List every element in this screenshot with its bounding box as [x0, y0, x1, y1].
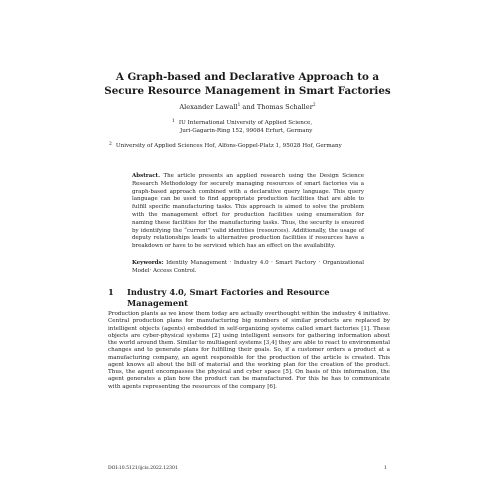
abstract [132, 173, 364, 251]
section-heading [108, 287, 388, 308]
abstract-text: The article presents an applied research using the Design Science Research Methodology for securely managing resources of smart factories via a graph-based approach combined with a declarative query language. This query language can be used to find appropriate production facilities that are able to fulfill specific manufacturing tasks. This approach is aimed to solve the problem with the management effort for production facilities using enumeration for naming these facilities for the manufacturing tasks. Thus, the security is ensured by identifying the “current” valid identities (resources). Additionally, the usage of deputy relationships leads to alternative production facilities if resources have a breakdown or have to be serviced which has an effect on the availability. [132, 173, 364, 250]
affiliation-2-text: University of Applied Sciences Hof, Alfons-Goppel-Platz 1, 95028 Hof, Germany [115, 143, 342, 149]
title-line-1: A Graph-based and Declarative Approach to a [115, 71, 380, 83]
affiliation-1 [172, 118, 372, 135]
keywords-label: Keywords: [132, 260, 164, 266]
page-number: 1 [384, 466, 387, 471]
affiliation-1-line-2: Juri-Gagarin-Ring 152, 99084 Erfurt, Germany [180, 127, 313, 134]
body-paragraph: Production plants as we know them today are actually overthought within the industry 4 initiative. Central production plans for manufacturing big numbers of similar products are replaced by intelligent objects (agents) embedded in self-organizing systems called smart factories [1]. These objects are cyber-physical systems [2] using intelligent sensors for gathering information about the world around them. Similar to multiagent systems [3,4] they are able to react to environmental changes and to generate plans for fulfilling their goals. So, if a customer orders a product at a manufacturing company, an agent responsible for the production of the article is created. This agent knows all about the bill of material and the working plan for the creation of the product. Thus, the agent encompasses the physical and cyber space [5]. On basis of this information, the agent generates a plan how the product can be manufactured. For this he has to communicate with agents representing the resources of the company [6]. [108, 311, 390, 390]
keywords [132, 260, 364, 276]
footer-doi: DOI:10.5121/ijcis.2022.12301 [108, 466, 178, 471]
keywords-text: Identity Management · Industry 4.0 · Smart Factory · Organizational Model· Access Control. [132, 260, 364, 274]
author-line [60, 103, 435, 112]
abstract-label: Abstract. [132, 173, 161, 179]
affiliation-1-number: 1 [172, 119, 175, 124]
paper-title [60, 70, 435, 98]
affiliation-1-line-1: IU International University of Applied Science, [178, 120, 313, 126]
section-number: 1 [108, 287, 114, 297]
author-2-affiliation-mark: 2 [312, 102, 316, 108]
author-2: Thomas Schaller [256, 103, 313, 111]
author-1: Alexander Lawall [179, 103, 238, 111]
title-line-2: Secure Resource Management in Smart Factories [104, 85, 391, 97]
affiliation-2-number: 2 [109, 142, 112, 147]
affiliation-2 [109, 141, 409, 151]
author-1-affiliation-mark: 1 [237, 102, 241, 108]
author-separator: and [240, 103, 257, 111]
section-title: Industry 4.0, Smart Factories and Resource Management [127, 287, 330, 308]
